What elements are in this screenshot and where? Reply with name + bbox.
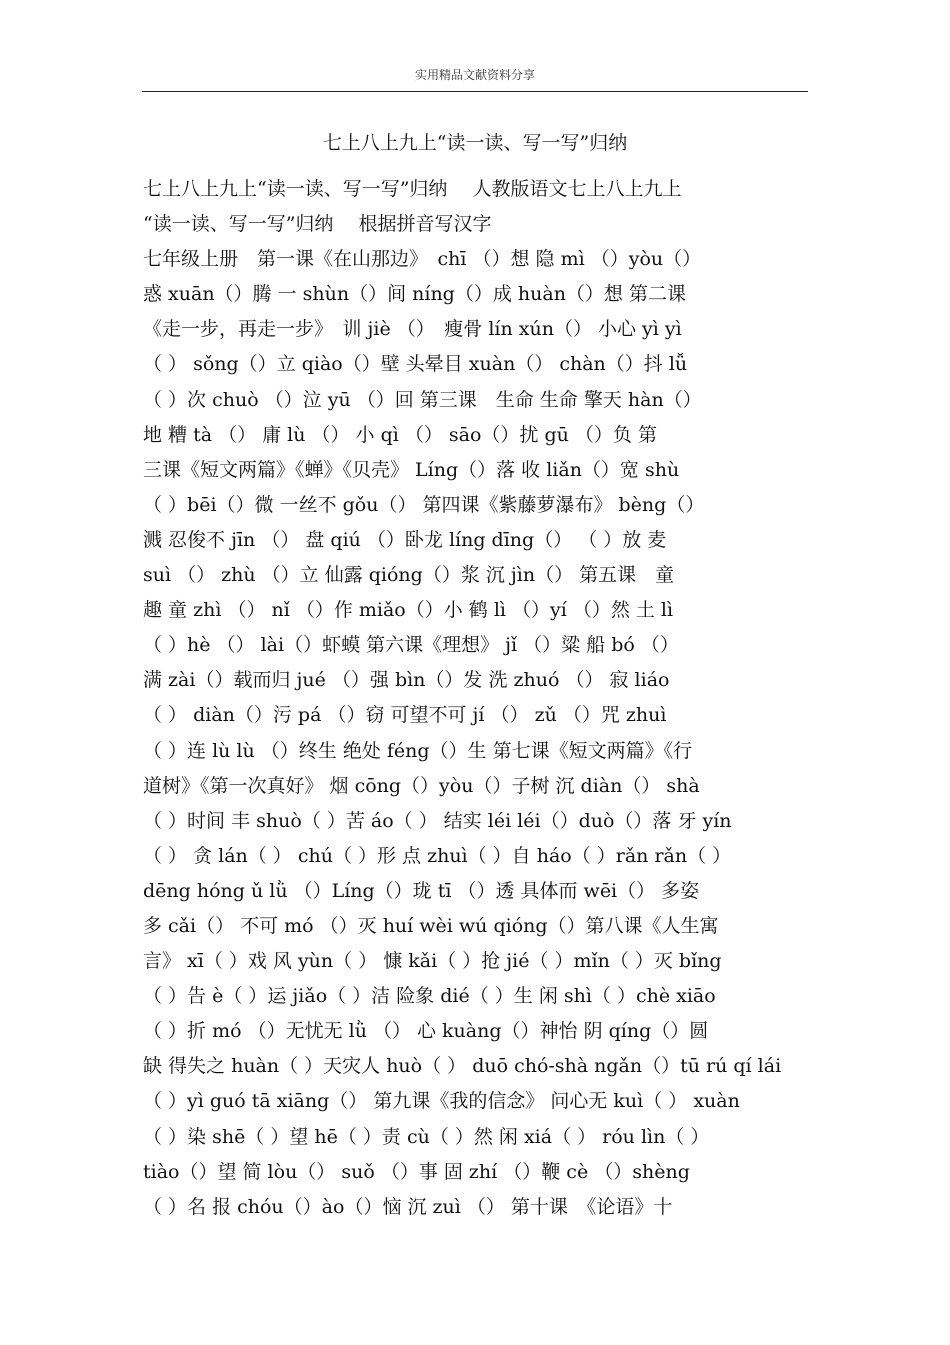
text-line: （ ）折 mó （）无忧无 lǜ （） 心 kuàng（）神怡 阴 qíng（）圆 (143, 1020, 709, 1043)
text-line: 缺 得失之 huàn（ ）天灾人 huò（ ） duō chó-shà ngǎn（）tū rú qí lái (143, 1055, 782, 1078)
text-line: suì （） zhù （）立 仙露 qióng（）浆 沉 jìn（） 第五课 童 (143, 564, 675, 587)
text-line: 道树》《第一次真好》 烟 cōng（）yòu（）子树 沉 diàn（） shà (143, 774, 700, 797)
text-line: 三课《短文两篇》《蝉》《贝壳》 Líng（）落 收 liǎn（）宽 shù (143, 458, 680, 481)
text-line: 满 zài（）载而归 jué （）强 bìn（）发 洗 zhuó （） 寂 liáo (143, 669, 670, 692)
text-line: （ ）连 lù lù （）终生 绝处 féng（）生 第七课《短文两篇》《行 (143, 739, 693, 762)
text-line: （ ） sǒng（）立 qiào（）壁 头晕目 xuàn（） chàn（）抖 lǚ (143, 353, 688, 376)
text-line: “读一读、写一写”归纳 根据拼音写汉字 (143, 213, 492, 236)
text-line: 溅 忍俊不 jīn （） 盘 qiú （）卧龙 líng dīng（） （ ）放 麦 (143, 528, 667, 551)
text-line: 言》 xī（ ）戏 风 yùn（ ） 慷 kǎi（ ）抢 jié（ ）mǐn（ ）灭 bǐng (143, 950, 722, 973)
text-line: （ ）染 shē（ ）望 hē（ ）责 cù（ ）然 闲 xiá（ ） róu lìn（ ） (143, 1125, 710, 1148)
text-line: 地 糟 tà （） 庸 lù （） 小 qì （） sāo（）扰 gū （）负 第 (143, 423, 657, 446)
document-title: 七上八上九上“读一读、写一写”归纳 (322, 132, 628, 154)
header-rule (142, 91, 808, 92)
text-line: tiào（）望 简 lòu（） suǒ （）事 固 zhí （）鞭 cè （）shèng (143, 1160, 690, 1183)
text-line: dēng hóng ǔ lǜ （）Líng（）珑 tī （）透 具体而 wēi（） 多姿 (143, 879, 700, 902)
text-line: （ ）次 chuò （）泣 yū （）回 第三课 生命 生命 擎天 hàn（） (143, 388, 702, 411)
text-line: 七上八上九上“读一读、写一写”归纳 人教版语文七上八上九上 (143, 178, 682, 200)
text-line: （ ） diàn（）污 pá （）窃 可望不可 jí （） zǔ （）咒 zhuì (143, 704, 667, 727)
text-line: （ ） 贪 lán（ ） chú（ ）形 点 zhuì（ ）自 háo（ ）rǎn rǎn（ ） (143, 844, 732, 867)
page-header: 实用精品文献资料分享 (414, 68, 535, 82)
document-body (143, 172, 823, 1225)
text-line: （ ）时间 丰 shuò（ ）苦 áo（ ） 结实 léi léi（）duò（）落 牙 yín (143, 809, 732, 832)
text-line: 趣 童 zhì （） nǐ （）作 miǎo（）小 鹤 lì （）yí （）然 土 lì (143, 599, 674, 622)
text-line: 《走一步，再走一步》 训 jiè （） 瘦骨 lín xún（） 小心 yì yì (143, 318, 682, 341)
text-line: 七年级上册 第一课《在山那边》 chī （）想 隐 mì （）yòu（） (143, 248, 702, 271)
text-line: （ ）名 报 chóu（）ào（）恼 沉 zuì （） 第十课 《论语》十 (143, 1195, 673, 1218)
text-line: （ ）yì guó tā xiāng（） 第九课《我的信念》 问心无 kuì（ ） xuàn (143, 1090, 740, 1113)
text-line: （ ）告 è（ ）运 jiǎo（ ）洁 险象 dié（ ）生 闲 shì（ ）chè xiāo (143, 985, 716, 1008)
text-line: 惑 xuān（）腾 一 shùn（）间 níng（）成 huàn（）想 第二课 (143, 283, 686, 306)
text-line: （ ）hè （） lài（）虾蟆 第六课《理想》 jǐ （）粱 船 bó （） (143, 634, 679, 657)
text-line: 多 cǎi（） 不可 mó （）灭 huí wèi wú qióng（）第八课《人生寓 (143, 914, 719, 937)
text-line: （ ）bēi（）微 一丝不 gǒu（） 第四课《紫藤萝瀑布》 bèng（） (143, 493, 705, 516)
